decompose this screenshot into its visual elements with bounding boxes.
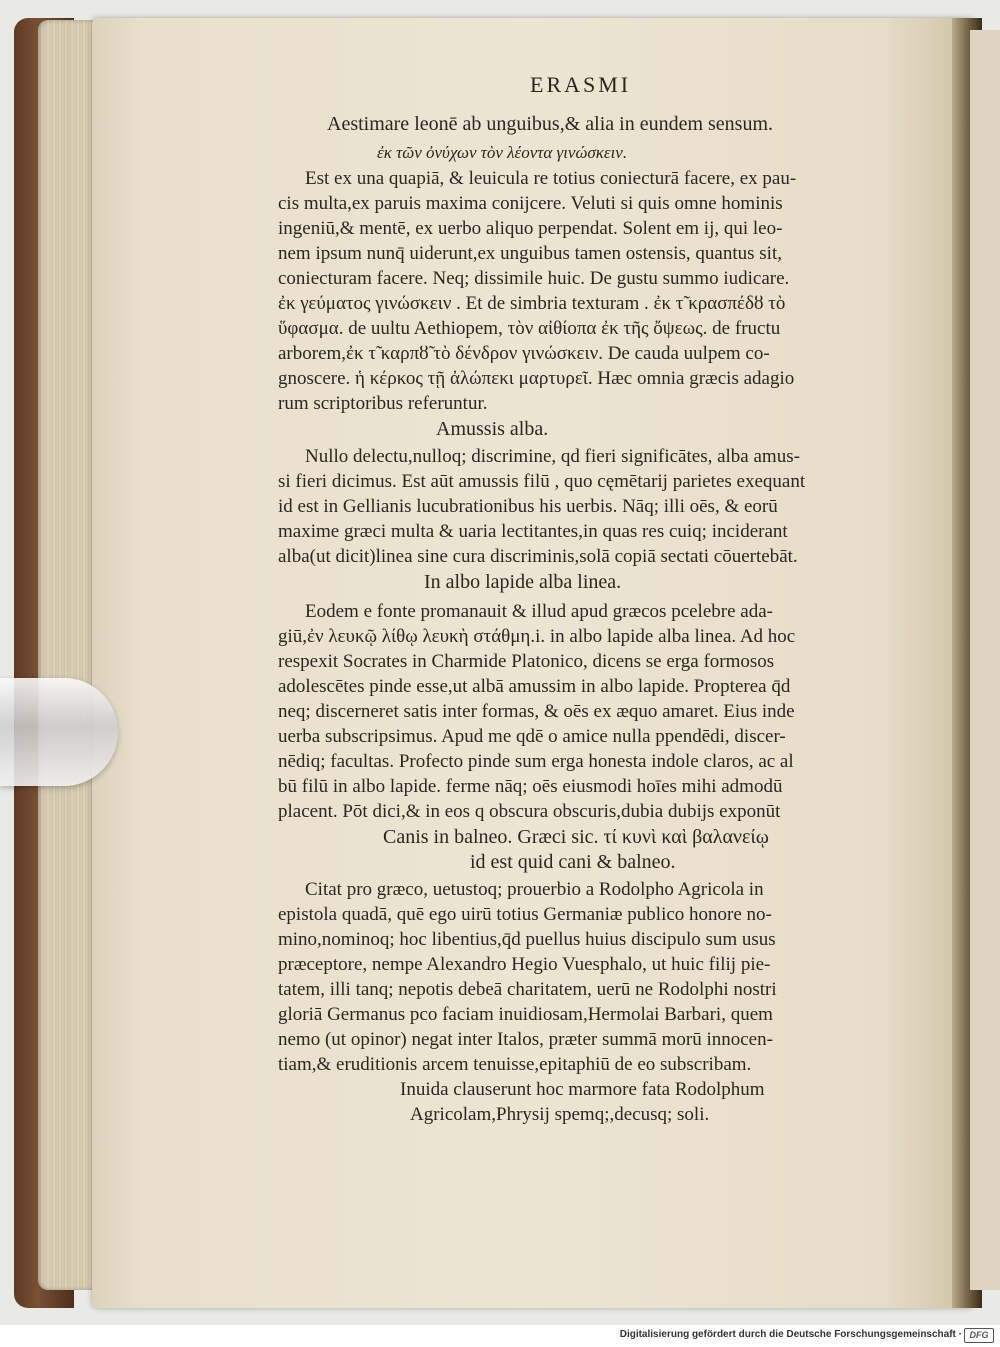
text-line: cis multa,ex paruis maxima conijcere. Veluti si quis omne hominis [278,193,783,214]
text-line: Citat pro græco, uetustoq; prouerbio a Rodolpho Agricola in [305,879,764,900]
text-line: mino,nominoq; hoc libentius,q̄d puellus huius discipulo sum usus [278,929,776,950]
text-line: tatem, illi tanq; nepotis debeā charitatem, uerū ne Rodolphi nostri [278,979,777,1000]
text-line: Agricolam,Phrysij spemq;,decusq; soli. [410,1104,710,1125]
text-line: id est quid cani & balneo. [470,851,676,873]
text-line: epistola quadā, quē ego uirū totius Germaniæ publico honore no- [278,904,772,925]
text-line: id est in Gellianis lucubrationibus his uerbis. Nāq; illi oēs, & eorū [278,496,778,517]
page-edges [38,20,100,1290]
text-line: Est ex una quapiā, & leuicula re totius coniecturā facere, ex pau- [305,168,797,189]
text-line: neq; discerneret satis inter formas, & oēs ex æquo amaret. Eius inde [278,701,795,722]
text-line: ὕφασμα. de uultu Aethiopem, τὸν αἰθίοπα ἐκ τῆς ὄψεως. de fructu [278,318,781,339]
text-line: rum scriptoribus referuntur. [278,393,488,414]
text-line: tiam,& eruditionis arcem tenuisse,epitaphiū de eo subscribam. [278,1054,752,1075]
text-line: nemo (ut opinor) negat inter Italos, præter summā morū innocen- [278,1029,773,1050]
right-page-edge [970,30,1000,1290]
text-line: respexit Socrates in Charmide Platonico, dicens se erga formosos [278,651,775,672]
text-line: Inuida clauserunt hoc marmore fata Rodolphum [400,1079,765,1100]
text-line: Canis in balneo. Græci sic. τί κυνὶ καὶ βαλανείῳ [383,826,769,848]
footer-credit: Digitalisierung gefördert durch die Deutsche Forschungsgemeinschaft · [619,1329,962,1340]
text-line: Amussis alba. [436,418,549,440]
text-line: maxime græci multa & uaria lectitantes,in quas res cuiq; inciderant [278,521,788,542]
text-line: nēdiq; facultas. Profecto pinde sum erga honesta indole claros, ac al [278,751,794,772]
text-line: præceptore, nempe Alexandro Hegio Vuesphalo, ut huic filij pie- [278,954,771,975]
text-line: Eodem e fonte promanauit & illud apud græcos pcelebre ada- [305,601,773,622]
text-line: arborem,ἐκ τ̃ καρπȣ̃ τὸ δένδρον γινώσκειν. De cauda uulpem co- [278,343,770,364]
text-line: Aestimare leonē ab unguibus,& alia in eundem sensum. [327,113,774,135]
text-line: coniecturam facere. Neq; dissimile huic. De gustu summo iudicare. [278,268,790,289]
text-line: si fieri dicimus. Est aūt amussis filū , quo cęmētarij parietes exequant [278,471,806,492]
text-line: bū filū in albo lapide. ferme nāq; oēs eiusmodi hoīes mihi admodū [278,776,783,797]
text-line: alba(ut dicit)linea sine cura discriminis,solā copiā sectati cōuertebāt. [278,546,798,567]
text-line: ἐκ γεύματος γινώσκειν . Et de simbria texturam . ἐκ τ̃ κρασπέδȣ τὸ [278,293,786,314]
text-line: ingeniū,& mentē, ex uerbo aliquo perpendat. Solent em ij, qui leo- [278,218,783,239]
glass-page-holder [0,678,118,786]
text-line: uerba subscripsimus. Apud me qdē o amice nulla ppendēdi, discer- [278,726,786,747]
text-line: giū,ἐν λευκῷ λίθῳ λευκὴ στάθμη.i. in albo lapide alba linea. Ad hoc [278,626,796,647]
text-line: nem ipsum nunq̄ uiderunt,ex unguibus tamen ostensis, quantus sit, [278,243,782,264]
text-line: ἐκ τῶν ὀνύχων τὸν λέοντα γινώσκειν. [377,143,628,162]
text-line: gloriā Germanus pco faciam inuidiosam,Hermolai Barbari, quem [278,1004,773,1025]
dfg-logo-icon: DFG [964,1328,994,1343]
text-line: placent. Pōt dici,& in eos q obscura obscuris,dubia dubijs exponūt [278,801,781,822]
text-line: Nullo delectu,nulloq; discrimine, qd fieri significātes, alba amus- [305,446,800,467]
text-line: In albo lapide alba linea. [424,571,622,593]
running-head: ERASMI [530,72,632,97]
text-line: adolescētes pinde esse,ut albā amussim in albo lapide. Propterea q̄d [278,676,791,697]
text-line: gnoscere. ἡ κέρκος τῇ ἀλώπεκι μαρτυρεῖ. Hæc omnia græcis adagio [278,368,795,389]
